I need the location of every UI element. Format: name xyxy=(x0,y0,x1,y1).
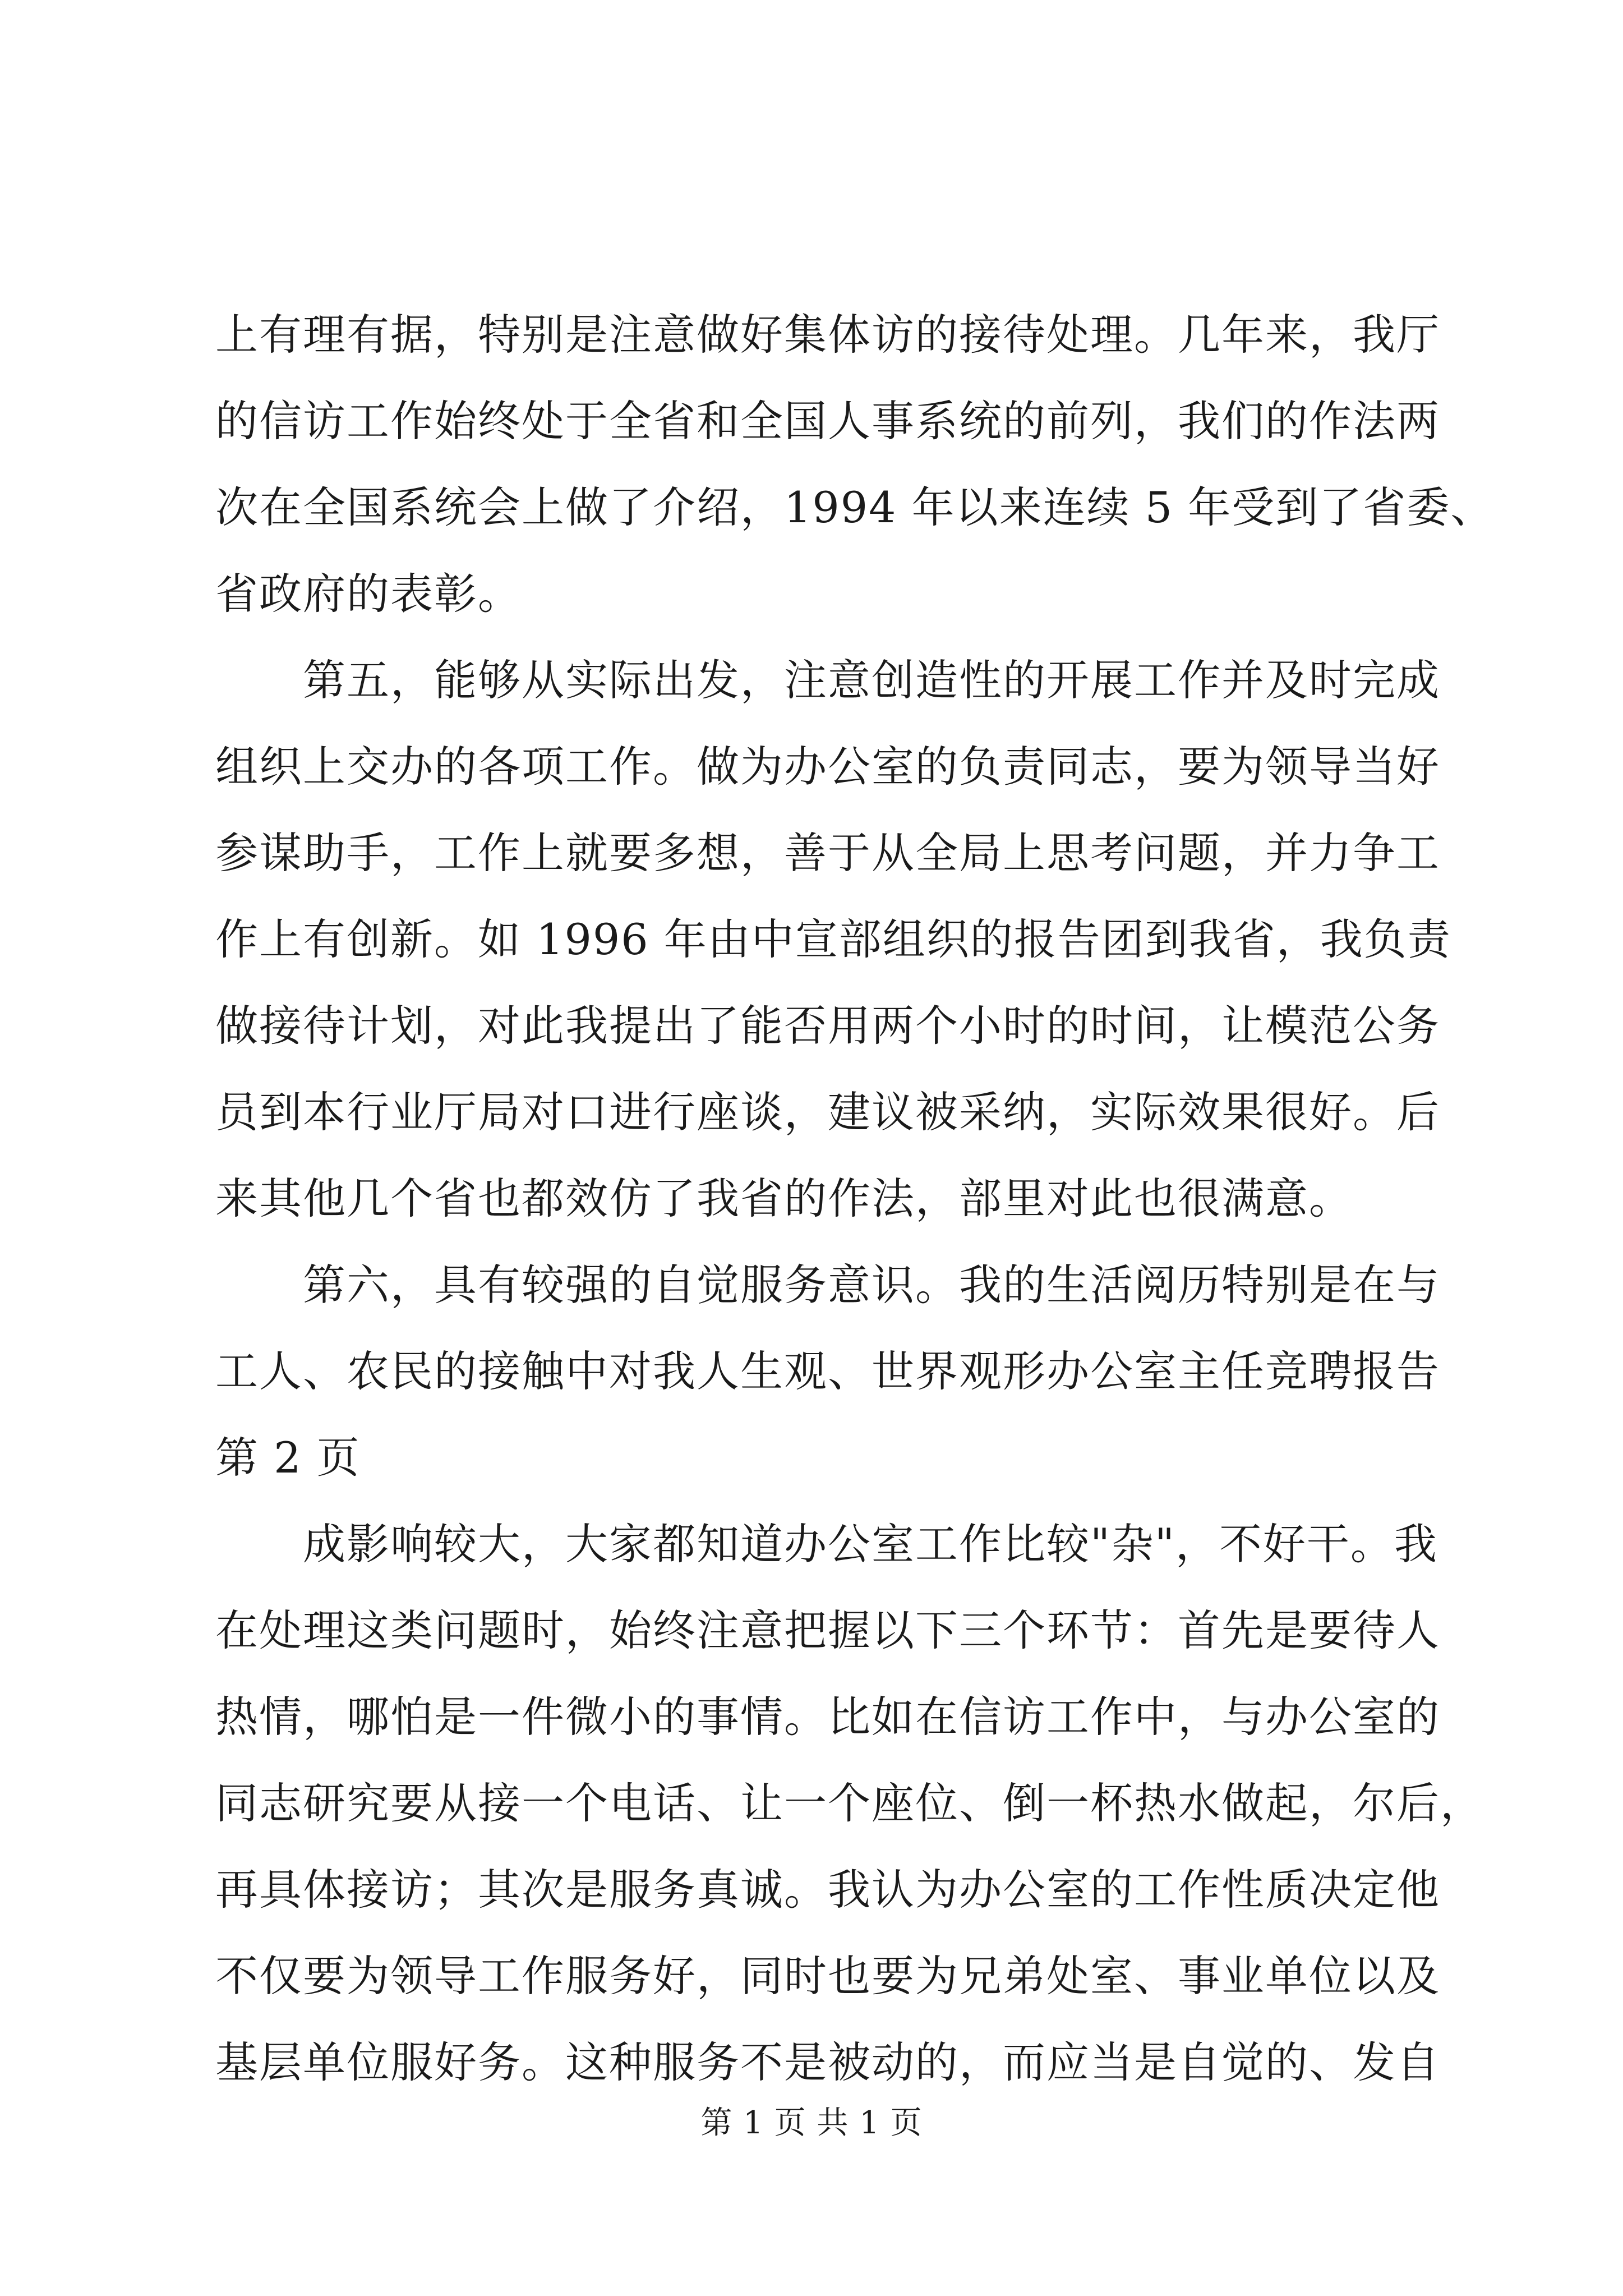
page-number-label: 第 1 页 共 1 页 xyxy=(700,2105,923,2141)
text-line: 作上有创新。如 1996 年由中宣部组织的报告团到我省，我负责 xyxy=(215,914,1451,964)
text-line: 做接待计划，对此我提出了能否用两个小时的时间，让模范公务 xyxy=(215,1001,1440,1051)
text-line: 员到本行业厅局对口进行座谈，建议被采纳，实际效果很好。后 xyxy=(215,1087,1440,1137)
text-line: 来其他几个省也都效仿了我省的作法，部里对此也很满意。 xyxy=(215,1174,1353,1223)
text-line: 热情，哪怕是一件微小的事情。比如在信访工作中，与办公室的 xyxy=(215,1692,1440,1742)
paragraph-3 xyxy=(215,1242,1440,1501)
text-line: 上有理有据，特别是注意做好集体访的接待处理。几年来，我厅 xyxy=(215,310,1440,360)
text-line: 第 2 页 xyxy=(215,1433,361,1483)
paragraph-1 xyxy=(215,292,1495,637)
text-line: 再具体接访；其次是服务真诚。我认为办公室的工作性质决定他 xyxy=(215,1865,1440,1915)
text-line: 基层单位服好务。这种服务不是被动的，而应当是自觉的、发自 xyxy=(215,2037,1440,2087)
text-line: 次在全国系统会上做了介绍，1994 年以来连续 5 年受到了省委、 xyxy=(215,482,1495,532)
paragraph-4 xyxy=(215,1501,1484,2106)
text-line: 第五，能够从实际出发，注意创造性的开展工作并及时完成 xyxy=(215,655,1440,705)
text-line: 组织上交办的各项工作。做为办公室的负责同志，要为领导当好 xyxy=(215,742,1440,792)
text-line: 不仅要为领导工作服务好，同时也要为兄弟处室、事业单位以及 xyxy=(215,1951,1440,2001)
text-line: 在处理这类问题时，始终注意把握以下三个环节：首先是要待人 xyxy=(215,1605,1440,1655)
paragraph-2 xyxy=(215,637,1451,1242)
text-line: 同志研究要从接一个电话、让一个座位、倒一杯热水做起，尔后， xyxy=(215,1778,1484,1828)
text-line: 工人、农民的接触中对我人生观、世界观形办公室主任竞聘报告 xyxy=(215,1346,1440,1396)
page-footer xyxy=(0,2098,1623,2143)
text-line: 省政府的表彰。 xyxy=(215,569,522,619)
text-line: 的信访工作始终处于全省和全国人事系统的前列，我们的作法两 xyxy=(215,396,1440,446)
text-line: 成影响较大，大家都知道办公室工作比较"杂"，不好干。我 xyxy=(215,1519,1438,1569)
text-line: 参谋助手，工作上就要多想，善于从全局上思考问题，并力争工 xyxy=(215,828,1440,878)
document-body xyxy=(215,292,1495,2106)
text-line: 第六，具有较强的自觉服务意识。我的生活阅历特别是在与 xyxy=(215,1260,1440,1310)
